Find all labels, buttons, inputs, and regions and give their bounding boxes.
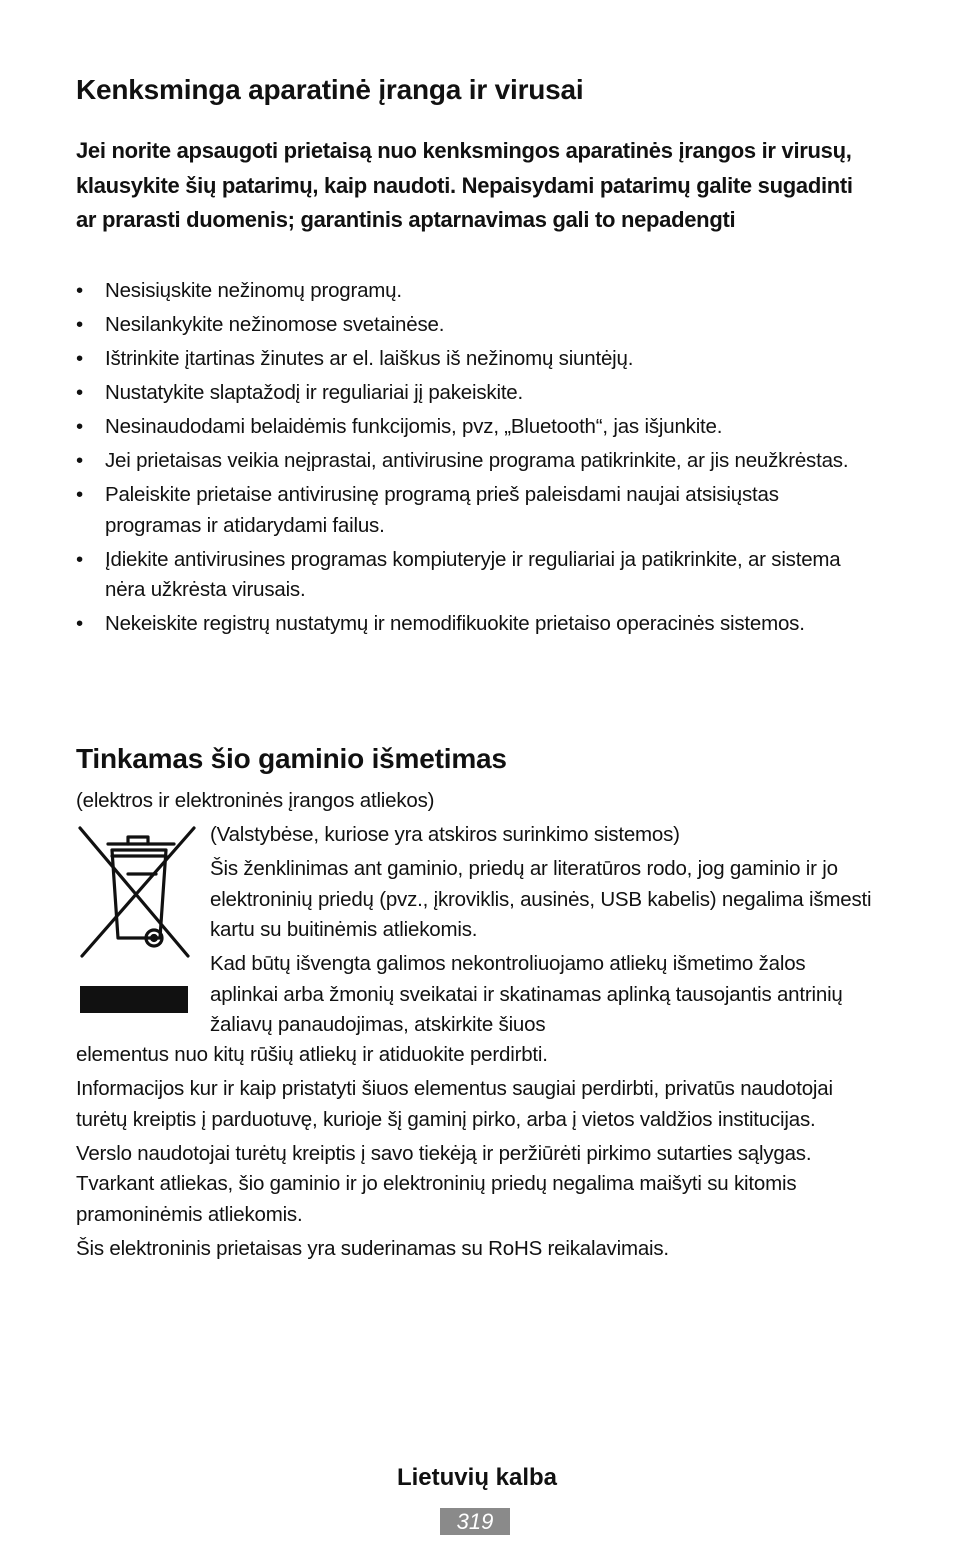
bullet-icon: • <box>76 449 83 472</box>
disposal-body-text <box>76 1040 876 1268</box>
bullet-icon: • <box>76 381 83 404</box>
list-item: • Paleiskite prietaise antivirusinę programą prieš paleisdami naujai atsisiųstas programas ir atidarydami failus. <box>76 480 876 541</box>
paragraph: Šis elektroninis prietaisas yra suderinamas su RoHS reikalavimais. <box>76 1236 669 1260</box>
bullet-icon: • <box>76 313 83 336</box>
list-item: • Nesilankykite nežinomose svetainėse. <box>76 310 876 341</box>
section-title-disposal: Tinkamas šio gaminio išmetimas <box>76 743 507 774</box>
list-item: • Įdiekite antivirusines programas kompiuteryje ir reguliariai ja patikrinkite, ar sistema nėra užkrėsta virusais. <box>76 545 876 606</box>
footer-language: Lietuvių kalba <box>396 1464 558 1491</box>
disposal-subtitle: (elektros ir elektroninės įrangos atliekos) <box>76 789 435 812</box>
bullet-icon: • <box>76 347 83 370</box>
section-title-malware: Kenksminga aparatinė įranga ir virusai <box>76 74 584 105</box>
list-item: • Nekeiskite registrų nustatymų ir nemodifikuokite prietaiso operacinės sistemos. <box>76 609 876 640</box>
list-item: • Nesinaudodami belaidėmis funkcijomis, pvz, „Bluetooth“, jas išjunkite. <box>76 412 876 443</box>
paragraph: Verslo naudotojai turėtų kreiptis į savo tiekėją ir peržiūrėti pirkimo sutarties sąlygas. Tvarkant atliekas, šio gaminio ir jo elektroninių priedų negalima maišyti su kitomis pramoninėmis atliekomis. <box>76 1141 812 1226</box>
paragraph: elementus nuo kitų rūšių atliekų ir atiduokite perdirbti. <box>76 1043 548 1066</box>
bullet-icon: • <box>76 279 83 302</box>
black-bar-mark <box>80 986 188 1013</box>
bullet-icon: • <box>76 415 83 438</box>
bullet-icon: • <box>76 612 83 635</box>
list-item: • Jei prietaisas veikia neįprastai, antivirusine programa patikrinkite, ar jis neužkrėstas. <box>76 446 876 477</box>
disposal-side-text <box>210 820 876 1044</box>
bullet-icon: • <box>76 483 83 506</box>
list-item: • Nesisiųskite nežinomų programų. <box>76 276 876 307</box>
paragraph: Informacijos kur ir kaip pristatyti šiuos elementus saugiai perdirbti, privatūs naudotojai turėtų kreiptis į parduotuvę, kurioje šį gaminį pirko, arba į vietos valdžios institucijas. <box>76 1077 833 1131</box>
paragraph: Šis ženklinimas ant gaminio, priedų ar literatūros rodo, jog gaminio ir jo elektroninių priedų (pvz., įkroviklis, ausinės, USB kabelis) negalima išmesti kartu su buitinėmis atliekomis. <box>210 857 872 941</box>
list-item: • Ištrinkite įtartinas žinutes ar el. laiškus iš nežinomų siuntėjų. <box>76 344 876 375</box>
bullet-icon: • <box>76 547 83 571</box>
list-item: • Nustatykite slaptažodį ir reguliariai jį pakeiskite. <box>76 378 876 409</box>
malware-tips-list <box>76 276 876 643</box>
paragraph: (Valstybėse, kuriose yra atskiros surinkimo sistemos) <box>210 823 680 846</box>
crossed-out-wheelie-bin-icon <box>76 826 196 962</box>
page-number: 319 <box>440 1508 510 1535</box>
paragraph: Kad būtų išvengta galimos nekontroliuojamo atliekų išmetimo žalos aplinkai arba žmonių sveikatai ir skatinamas aplinką tausojantis antrinių žaliavų panaudojimas, atskirkite šiuos <box>210 952 843 1036</box>
malware-intro: Jei norite apsaugoti prietaisą nuo kenksmingos aparatinės įrangos ir virusų, klausykite šių patarimų, kaip naudoti. Nepaisydami patarimų galite sugadinti ar prarasti duomenis; garantinis aptarnavimas gali to nepadengti <box>76 138 853 232</box>
